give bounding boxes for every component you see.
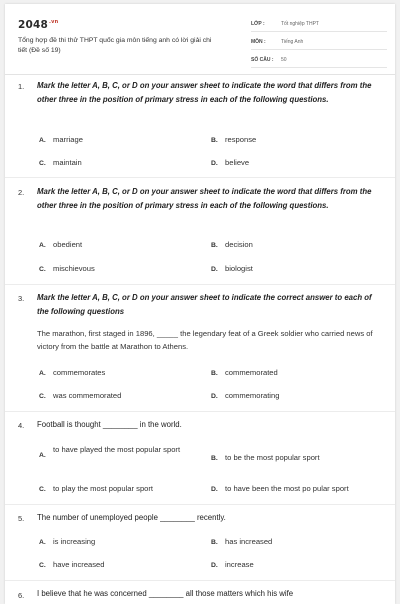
document-meta	[251, 17, 387, 71]
question-3-option-b[interactable]: B. commemorated	[211, 368, 278, 377]
divider	[5, 580, 395, 581]
document-title: Tổng hợp đề thi thử THPT quốc gia môn tiếng anh có lời giải chi tiết (Đề số 19)	[18, 37, 212, 54]
question-5-option-d[interactable]: D. increase	[211, 560, 254, 569]
question-3-number: 3.	[18, 294, 25, 303]
question-6-prompt: I believe that he was concerned ________ all those matters which his wife	[37, 589, 294, 598]
divider	[5, 504, 395, 505]
site-logo[interactable]: $2048^{.vn}$	[18, 19, 59, 31]
divider	[5, 411, 395, 412]
question-4-option-d[interactable]: D. to have been the most po pular sport	[211, 484, 349, 493]
meta-class-value: Tốt nghiệp THPT	[281, 21, 319, 27]
question-4-option-b[interactable]: B. to be the most popular sport	[211, 453, 320, 462]
question-3-option-c[interactable]: C. was commemorated	[39, 391, 122, 400]
meta-count-key: SỐ CÂU :	[251, 57, 274, 63]
question-2-option-d[interactable]: D. biologist	[211, 264, 253, 273]
question-3-option-d[interactable]: D. commemorating	[211, 391, 280, 400]
divider	[5, 177, 395, 178]
meta-subject-value: Tiếng Anh	[281, 39, 304, 45]
question-1-option-b[interactable]: B. response	[211, 135, 257, 144]
document-page	[5, 4, 395, 604]
question-5-option-b[interactable]: B. has increased	[211, 537, 273, 546]
question-3-option-a[interactable]: A. commemorates	[39, 368, 106, 377]
question-2-option-b[interactable]: B. decision	[211, 240, 253, 249]
question-1-prompt: Mark the letter A, B, C, or D on your answer sheet to indicate the word that differs from the other three in the position of primary stress in each of the following questions.	[37, 81, 372, 104]
divider	[5, 284, 395, 285]
question-3-prompt: Mark the letter A, B, C, or D on your answer sheet to indicate the correct answer to each of the following questions	[37, 293, 372, 316]
question-2-option-c[interactable]: C. mischievous	[39, 264, 95, 273]
question-4-option-a[interactable]: A. to have played the most popular sport	[39, 445, 181, 459]
question-4-option-c[interactable]: C. to play the most popular sport	[39, 484, 154, 493]
question-6-number: 6.	[18, 591, 25, 600]
question-3-passage: The marathon, first staged in 1896, _____ the legendary feat of a Greek soldier who carried news of victory from the battle at Marathon to Athens.	[37, 329, 373, 351]
question-2-number: 2.	[18, 188, 25, 197]
question-1-number: 1.	[18, 82, 25, 91]
meta-class-key: LỚP :	[251, 21, 265, 27]
question-5-option-c[interactable]: C. have increased	[39, 560, 105, 569]
question-4-prompt: Football is thought ________ in the world.	[37, 420, 182, 429]
question-5-number: 5.	[18, 514, 25, 523]
question-5-prompt: The number of unemployed people ________ recently.	[37, 513, 226, 522]
question-1-option-c[interactable]: C. maintain	[39, 158, 82, 167]
question-1-option-d[interactable]: D. believe	[211, 158, 250, 167]
meta-class	[251, 17, 387, 32]
meta-subject	[251, 35, 387, 50]
meta-count	[251, 53, 387, 68]
meta-subject-key: MÔN :	[251, 39, 266, 45]
document-header	[5, 4, 395, 75]
question-1-option-a[interactable]: A. marriage	[39, 135, 83, 144]
question-2-option-a[interactable]: A. obedient	[39, 240, 83, 249]
question-4-number: 4.	[18, 421, 25, 430]
question-2-prompt: Mark the letter A, B, C, or D on your answer sheet to indicate the word that differs from the other three in the position of primary stress in each of the following questions.	[37, 187, 372, 210]
meta-count-value: 50	[281, 57, 287, 63]
question-5-option-a[interactable]: A. is increasing	[39, 537, 96, 546]
